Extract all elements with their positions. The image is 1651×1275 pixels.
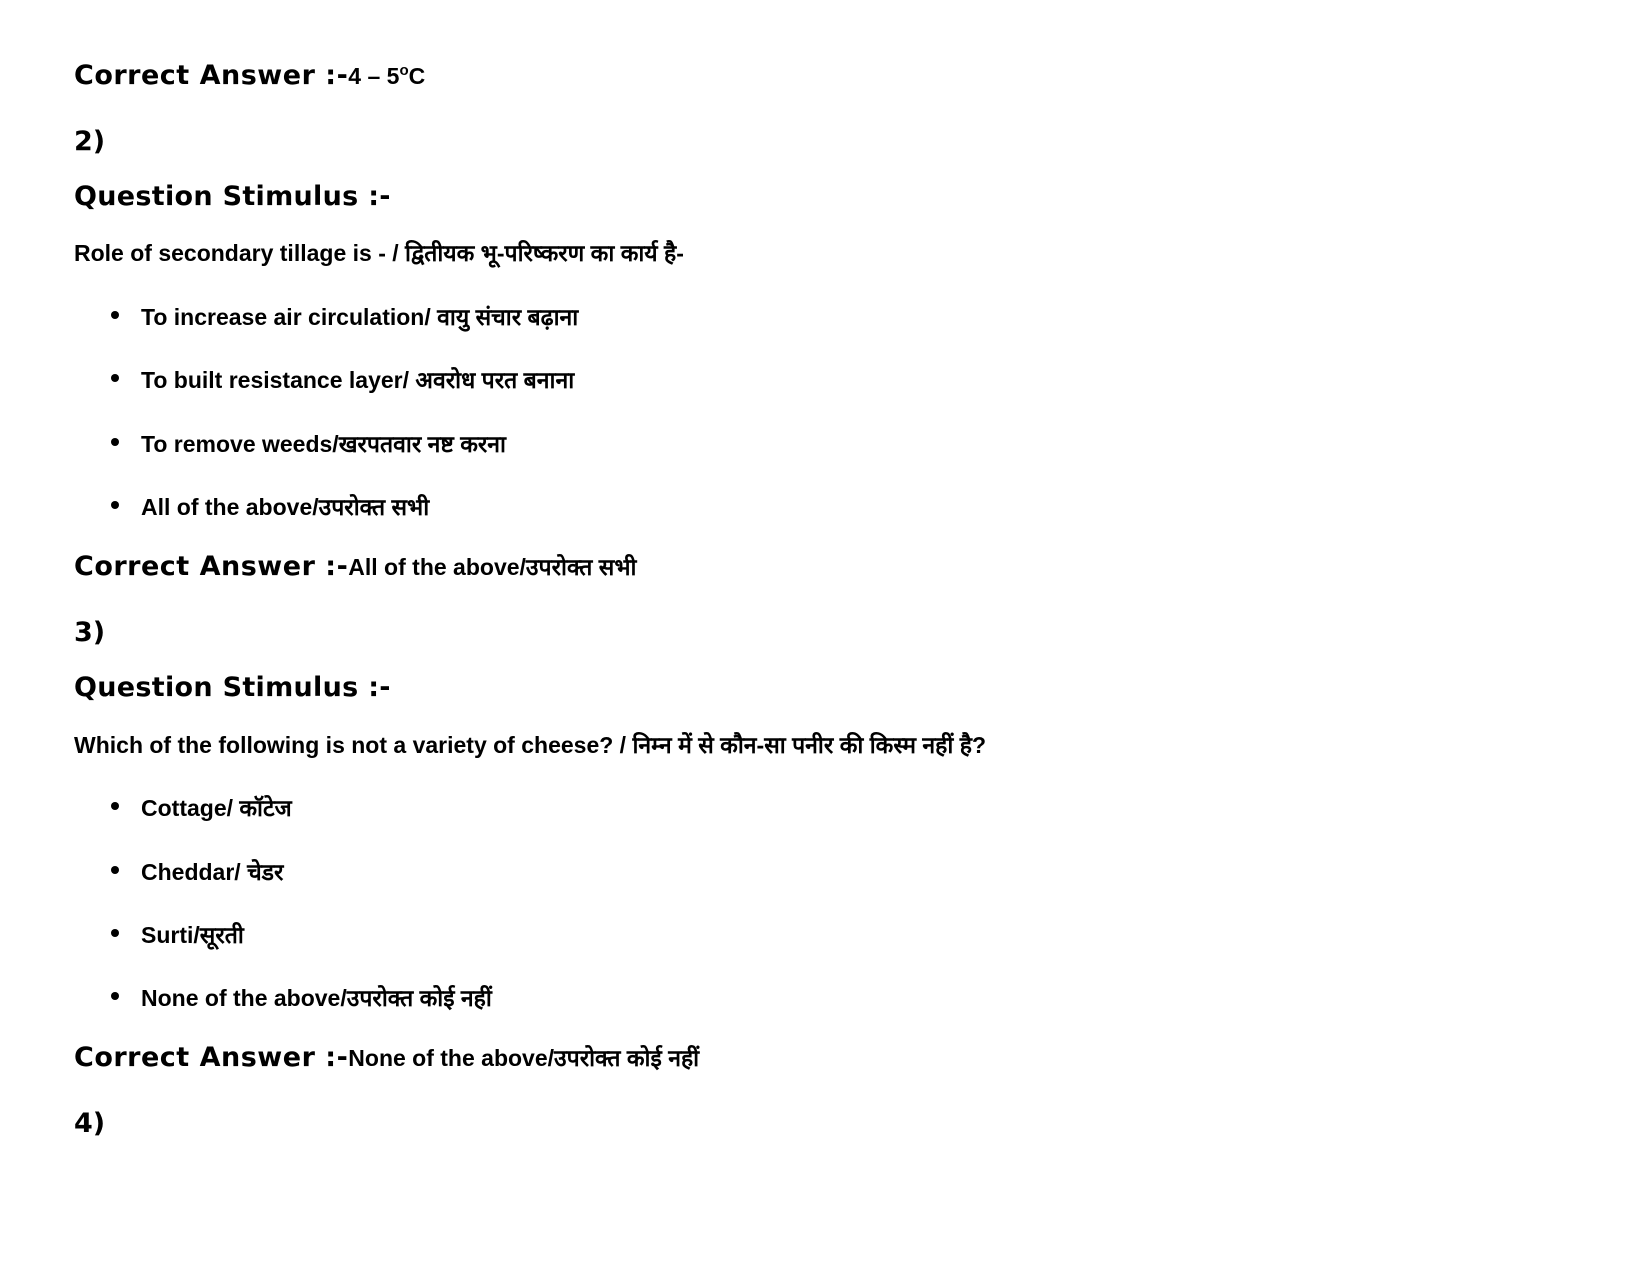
- question-stimulus-text: Which of the following is not a variety of cheese? / निम्न में से कौन-सा पनीर की किस्म नहीं है?: [74, 732, 987, 758]
- option-text: None of the above/उपरोक्त कोई नहीं: [141, 985, 492, 1011]
- correct-answer-value: [348, 63, 425, 89]
- correct-answer-value: None of the above/उपरोक्त कोई नहीं: [348, 1045, 700, 1071]
- answer-value-suffix: C: [408, 63, 426, 89]
- question-stimulus-label: Question Stimulus :-: [74, 672, 391, 703]
- correct-answer-label: Correct Answer :-: [74, 1042, 349, 1073]
- bullet-icon: [111, 501, 119, 509]
- question-number: 4): [74, 1108, 106, 1139]
- option-text: To built resistance layer/ अवरोध परत बनाना: [141, 367, 575, 393]
- option-text: Cottage/ कॉटेज: [141, 795, 292, 821]
- correct-answer-line-prev: [74, 60, 425, 91]
- correct-answer-label: Correct Answer :-: [74, 60, 349, 91]
- question-stimulus-label: Question Stimulus :-: [74, 181, 391, 212]
- question-number: 2): [74, 126, 106, 157]
- option-text: Cheddar/ चेडर: [141, 859, 284, 885]
- question-number: 3): [74, 617, 106, 648]
- bullet-icon: [111, 802, 119, 810]
- bullet-icon: [111, 438, 119, 446]
- degree-symbol: o: [399, 62, 409, 79]
- bullet-icon: [111, 374, 119, 382]
- answer-value-prefix: 4 – 5: [348, 63, 400, 89]
- correct-answer-value: All of the above/उपरोक्त सभी: [348, 554, 637, 580]
- question-stimulus-text: Role of secondary tillage is - / द्वितीयक भू-परिष्करण का कार्य है-: [74, 240, 684, 266]
- bullet-icon: [111, 992, 119, 1000]
- bullet-icon: [111, 866, 119, 874]
- option-text: Surti/सूरती: [141, 922, 244, 948]
- correct-answer-line-q3: [74, 1041, 699, 1073]
- correct-answer-line-q2: [74, 550, 636, 582]
- option-text: To increase air circulation/ वायु संचार बढ़ाना: [141, 304, 579, 330]
- bullet-icon: [111, 311, 119, 319]
- correct-answer-label: Correct Answer :-: [74, 551, 349, 582]
- bullet-icon: [111, 929, 119, 937]
- option-text: To remove weeds/खरपतवार नष्ट करना: [141, 431, 507, 457]
- option-text: All of the above/उपरोक्त सभी: [141, 494, 430, 520]
